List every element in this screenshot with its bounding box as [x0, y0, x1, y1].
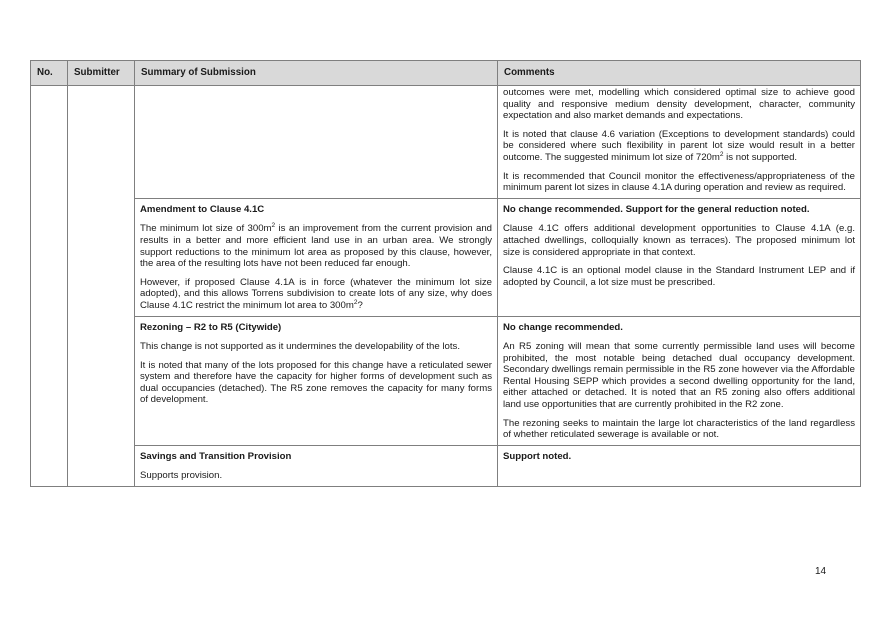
comment-heading: No change recommended. Support for the general reduction noted. — [503, 203, 810, 215]
table-row — [31, 198, 861, 316]
submissions-table — [30, 60, 861, 487]
header-no: No. — [31, 61, 68, 86]
comments-cell-continued — [498, 86, 861, 199]
comments-cell — [498, 445, 861, 486]
comment-paragraph: It is recommended that Council monitor the effectiveness/appropriateness of the minimum parent lot sizes in clause 4.1A during operation and review as required. — [503, 170, 855, 194]
summary-heading: Savings and Transition Provision — [140, 450, 292, 462]
table-header-row — [31, 61, 861, 86]
summary-paragraph: It is noted that many of the lots proposed for this change have a reticulated sewer system and therefore have the capacity for higher forms of development such as dual occupancies (detached). The R5 zone removes the capacity for many forms of development. — [140, 359, 492, 406]
table-row — [31, 445, 861, 486]
comment-paragraph: outcomes were met, modelling which considered optimal size to achieve good quality and responsive medium density development, character, community expectation and also market demands and expectations. — [503, 87, 855, 122]
comments-cell — [498, 198, 861, 316]
comments-cell — [498, 316, 861, 445]
comment-heading: Support noted. — [503, 450, 572, 462]
summary-heading: Rezoning – R2 to R5 (Citywide) — [140, 321, 282, 333]
summary-paragraph: This change is not supported as it undermines the developability of the lots. — [140, 341, 460, 353]
comment-paragraph: The rezoning seeks to maintain the large lot characteristics of the land regardless of whether reticulated sewerage is available or not. — [503, 417, 855, 441]
summary-paragraph: However, if proposed Clause 4.1A is in force (whatever the minimum lot size adopted), and this allows Torrens subdivision to create lots of any size, why does Clause 4.1C restrict the minimum lot area to $300m^2$? — [140, 276, 492, 311]
page-number: 14 — [815, 566, 827, 577]
table-row — [31, 316, 861, 445]
comment-heading: No change recommended. — [503, 321, 623, 333]
header-comments: Comments — [498, 61, 861, 86]
summary-cell-continued — [135, 86, 498, 199]
summary-cell — [135, 198, 498, 316]
comment-paragraph: Clause 4.1C offers additional development opportunities to Clause 4.1A (e.g. attached dwellings, colloquially known as terraces). The proposed minimum lot size is considered appropriate in that context. — [503, 223, 855, 258]
comment-paragraph: Clause 4.1C is an optional model clause in the Standard Instrument LEP and if adopted by Council, a lot size must be prescribed. — [503, 265, 855, 288]
no-cell — [31, 86, 68, 487]
summary-cell — [135, 316, 498, 445]
submitter-cell — [68, 86, 135, 487]
summary-heading: Amendment to Clause 4.1C — [140, 203, 265, 215]
summary-paragraph: The minimum lot size of $300m^2$ is an improvement from the current provision and results in a better and more efficient land use in an urban area. We strongly support reductions to the minimum lot area as proposed by this clause, however, the area of the resulting lots have not been reduced far enough. — [140, 222, 493, 270]
comment-paragraph: An R5 zoning will mean that some currently permissible land uses will become prohibited, the most notable being detached dual occupancy development. Secondary dwellings remain permissible in the R5 zone however via the Affordable Rental Housing SEPP which provides a second dwelling opportunity for the land, either attached or detached. It is noted that an R5 zoning also offers additional land use opportunities that are currently prohibited in the R2 zone. — [503, 341, 855, 411]
header-submitter: Submitter — [68, 61, 135, 86]
header-summary: Summary of Submission — [135, 61, 498, 86]
summary-cell — [135, 445, 498, 486]
table-row-continued — [31, 86, 861, 199]
summary-paragraph: Supports provision. — [140, 470, 223, 482]
comment-paragraph: It is noted that clause 4.6 variation (Exceptions to development standards) could be considered where such flexibility in parent lot size would result in a better outcome. The suggested minimum lot size of $720m^2$ is not supported. — [503, 128, 855, 163]
